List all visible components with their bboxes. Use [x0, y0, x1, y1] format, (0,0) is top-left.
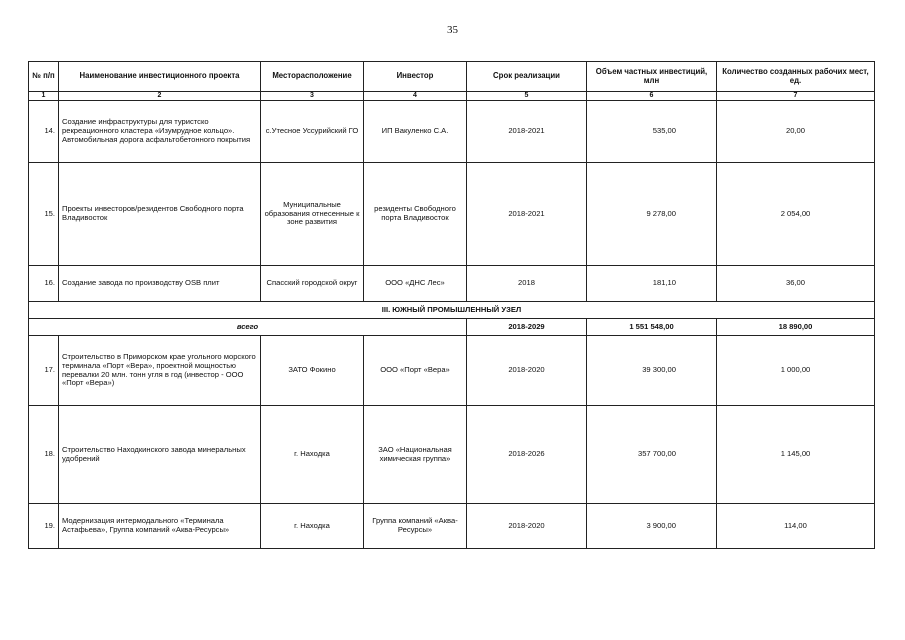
project-investment: 3 900,00	[587, 504, 717, 549]
row-number: 16.	[29, 266, 59, 302]
project-investor: Группа компаний «Аква-Ресурсы»	[364, 504, 467, 549]
section-row	[29, 302, 875, 319]
header-cell: Количество созданных рабочих мест, ед.	[717, 62, 875, 92]
project-jobs: 1 000,00	[717, 336, 875, 406]
table-row	[29, 504, 875, 549]
header-cell: Объем частных инвестиций, млн	[587, 62, 717, 92]
project-investor: ООО «Порт «Вера»	[364, 336, 467, 406]
project-jobs: 20,00	[717, 101, 875, 163]
project-investment: 39 300,00	[587, 336, 717, 406]
row-number: 19.	[29, 504, 59, 549]
project-investment: 9 278,00	[587, 163, 717, 266]
total-jobs: 18 890,00	[717, 319, 875, 336]
total-row	[29, 319, 875, 336]
project-location: с.Утесное Уссурийский ГО	[261, 101, 364, 163]
total-investment: 1 551 548,00	[587, 319, 717, 336]
table-row	[29, 266, 875, 302]
project-investor: ООО «ДНС Лес»	[364, 266, 467, 302]
project-investor: ЗАО «Национальная химическая группа»	[364, 406, 467, 504]
project-name: Создание инфраструктуры для туристско рекреационного кластера «Изумрудное кольцо». Автомобильная дорога асфальтобетонного покрытия	[59, 101, 261, 163]
header-cell: Срок реализации	[467, 62, 587, 92]
project-location: Муниципальные образования отнесенные к зоне развития	[261, 163, 364, 266]
row-number: 15.	[29, 163, 59, 266]
row-number: 14.	[29, 101, 59, 163]
project-jobs: 114,00	[717, 504, 875, 549]
header-cell: Инвестор	[364, 62, 467, 92]
column-number: 7	[717, 92, 875, 101]
project-investor: резиденты Свободного порта Владивосток	[364, 163, 467, 266]
project-name: Модернизация интермодального «Терминала Астафьева», Группа компаний «Аква-Ресурсы»	[59, 504, 261, 549]
project-name: Проекты инвесторов/резидентов Свободного порта Владивосток	[59, 163, 261, 266]
project-name: Строительство Находкинского завода минеральных удобрений	[59, 406, 261, 504]
project-investor: ИП Вакуленко С.А.	[364, 101, 467, 163]
investment-projects-table	[28, 61, 875, 549]
project-jobs: 2 054,00	[717, 163, 875, 266]
column-number: 2	[59, 92, 261, 101]
column-number: 1	[29, 92, 59, 101]
project-jobs: 36,00	[717, 266, 875, 302]
column-number: 3	[261, 92, 364, 101]
row-number: 18.	[29, 406, 59, 504]
project-period: 2018-2020	[467, 504, 587, 549]
project-jobs: 1 145,00	[717, 406, 875, 504]
project-period: 2018-2021	[467, 163, 587, 266]
column-number: 4	[364, 92, 467, 101]
total-label: всего	[29, 319, 467, 336]
project-period: 2018	[467, 266, 587, 302]
project-period: 2018-2021	[467, 101, 587, 163]
header-cell: Месторасположение	[261, 62, 364, 92]
table-row	[29, 163, 875, 266]
table-row	[29, 101, 875, 163]
project-period: 2018-2026	[467, 406, 587, 504]
project-period: 2018-2020	[467, 336, 587, 406]
project-name: Строительство в Приморском крае угольного морского терминала «Порт «Вера», проектной мощностью перевалки 20 млн. тонн угля в год (инвестор - ООО «Порт «Вера»)	[59, 336, 261, 406]
project-location: г. Находка	[261, 406, 364, 504]
table-row	[29, 336, 875, 406]
section-title: III. ЮЖНЫЙ ПРОМЫШЛЕННЫЙ УЗЕЛ	[29, 302, 875, 319]
table-header-row	[29, 62, 875, 92]
project-name: Создание завода по производству OSB плит	[59, 266, 261, 302]
header-cell: № п/п	[29, 62, 59, 92]
total-period: 2018-2029	[467, 319, 587, 336]
project-location: г. Находка	[261, 504, 364, 549]
table-row	[29, 406, 875, 504]
column-number: 5	[467, 92, 587, 101]
column-number-row	[29, 92, 875, 101]
header-cell: Наименование инвестиционного проекта	[59, 62, 261, 92]
page-number: 35	[447, 24, 458, 36]
project-location: Спасский городской округ	[261, 266, 364, 302]
column-number: 6	[587, 92, 717, 101]
project-investment: 535,00	[587, 101, 717, 163]
project-investment: 181,10	[587, 266, 717, 302]
project-investment: 357 700,00	[587, 406, 717, 504]
row-number: 17.	[29, 336, 59, 406]
project-location: ЗАТО Фокино	[261, 336, 364, 406]
